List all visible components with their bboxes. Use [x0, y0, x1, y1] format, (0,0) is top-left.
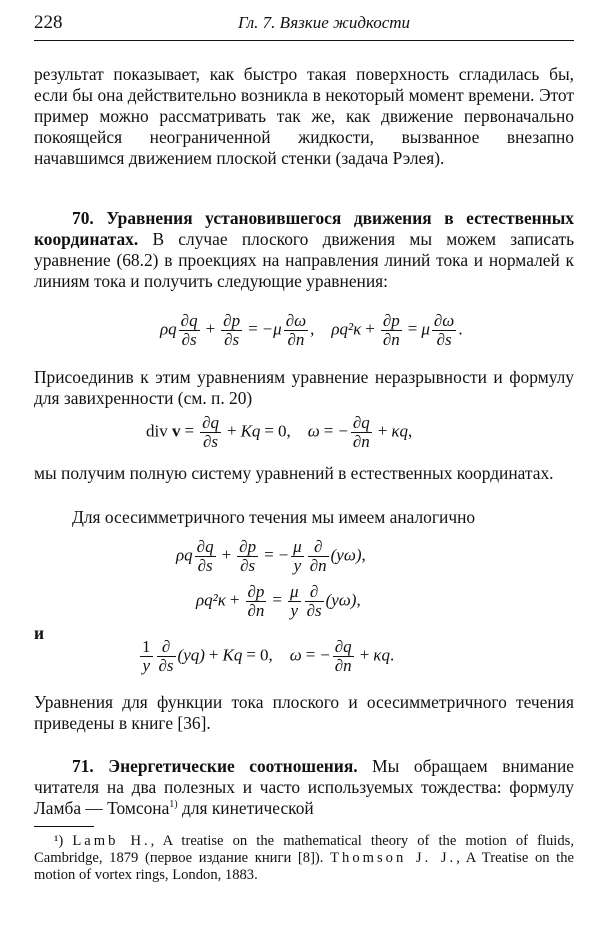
section-71-text-end: для кинетической [177, 798, 314, 818]
equation-continuity-vorticity: div v = $\frac{\partial q}{\partial s}$ + Kq = 0, ω = − $\frac{\partial q}{\partial n}$ + κq, [146, 413, 413, 451]
page-number: 228 [34, 12, 63, 33]
footnote-author-thomson: Thomson J. J. [330, 850, 457, 866]
paragraph-text: Уравнения для функции тока плоского и осесимметричного течения приведены в книге [36]. [34, 692, 574, 733]
page-header [34, 12, 574, 36]
section-70-title: 70. Уравнения установившегося движения в естественных координатах. [34, 208, 574, 249]
paragraph-text: Для осесимметричного течения мы имеем аналогично [72, 507, 476, 527]
paragraph-text: мы получим полную систему уравнений в естественных координатах. [34, 463, 554, 483]
paragraph-continuation [34, 64, 574, 169]
footnote-author-lamb: Lamb H. [72, 833, 151, 849]
paragraph-stream-function [34, 692, 574, 734]
footnote-text-thomson: , A Treatise on the motion of vortex rings, London, 1883. [34, 850, 575, 883]
header-rule [34, 40, 574, 41]
footnote-text-lamb: , A treatise on the mathematical theory of the motion of fluids, Cambridge, 1879 (первое издание книги [8]). [34, 833, 574, 866]
conjunction-and: и [34, 623, 45, 643]
paragraph-text: Присоединив к этим уравнениям уравнение неразрывности и формулу для завихренности (см. п. 20) [34, 367, 574, 408]
equation-axisym-3: $\frac{1}{y}$ $\frac{\partial}{\partial s}$ (yq) + Kq = 0, ω = − $\frac{\partial q}{\partial n}$ + κq. [142, 637, 395, 675]
paragraph-axisymmetric [34, 507, 574, 528]
paragraph-continuity [34, 367, 574, 409]
footnote [34, 833, 574, 884]
footnote-rule [34, 826, 94, 827]
footnote-marker: ¹) [54, 833, 64, 849]
paragraph-system [34, 463, 574, 484]
section-70 [34, 208, 574, 292]
section-71-text: Мы обращаем внимание читателя на два полезных и часто используемых тождества: формулу Ламба — Томсона [34, 756, 575, 818]
footnote-reference: 1) [169, 799, 178, 811]
equation-axisym-2: ρq²κ + $\frac{\partial p}{\partial n}$ = $\frac{\mu}{y}$ $\frac{\partial}{\partial s}$ (yω), [196, 582, 361, 620]
paragraph-text: результат показывает, как быстро такая поверхность сгладилась бы, если бы она действительно возникла в некоторый момент времени. Этот пример можно рассматривать так же, как движение первоначально покоящейся неограниченной жидкости, вызванное внезапно начавшимся движением плоской стенки (задача Рэлея). [34, 64, 574, 168]
section-71 [34, 756, 574, 819]
equation-axisym-1: ρq $\frac{\partial q}{\partial s}$ + $\frac{\partial p}{\partial s}$ = − $\frac{\mu}{y}$ $\frac{\partial}{\partial n}$ (yω), [176, 537, 366, 575]
section-71-title: 71. Энергетические соотношения. [72, 756, 358, 776]
running-title: Гл. 7. Вязкие жидкости [237, 13, 411, 32]
equation-plane-flow: ρq $\frac{\partial q}{\partial s}$ + $\frac{\partial p}{\partial s}$ = −μ $\frac{\partial\omega}{\partial n}$ , ρq²κ + $\frac{\partial p}{\partial n}$ = μ $\frac{\partial\omega}{\partial s}$ . [160, 311, 463, 349]
section-70-text: В случае плоского движения мы можем записать уравнение (68.2) в проекциях на направления линий тока и нормалей к линиям тока и получить следующие уравнения: [34, 229, 574, 291]
